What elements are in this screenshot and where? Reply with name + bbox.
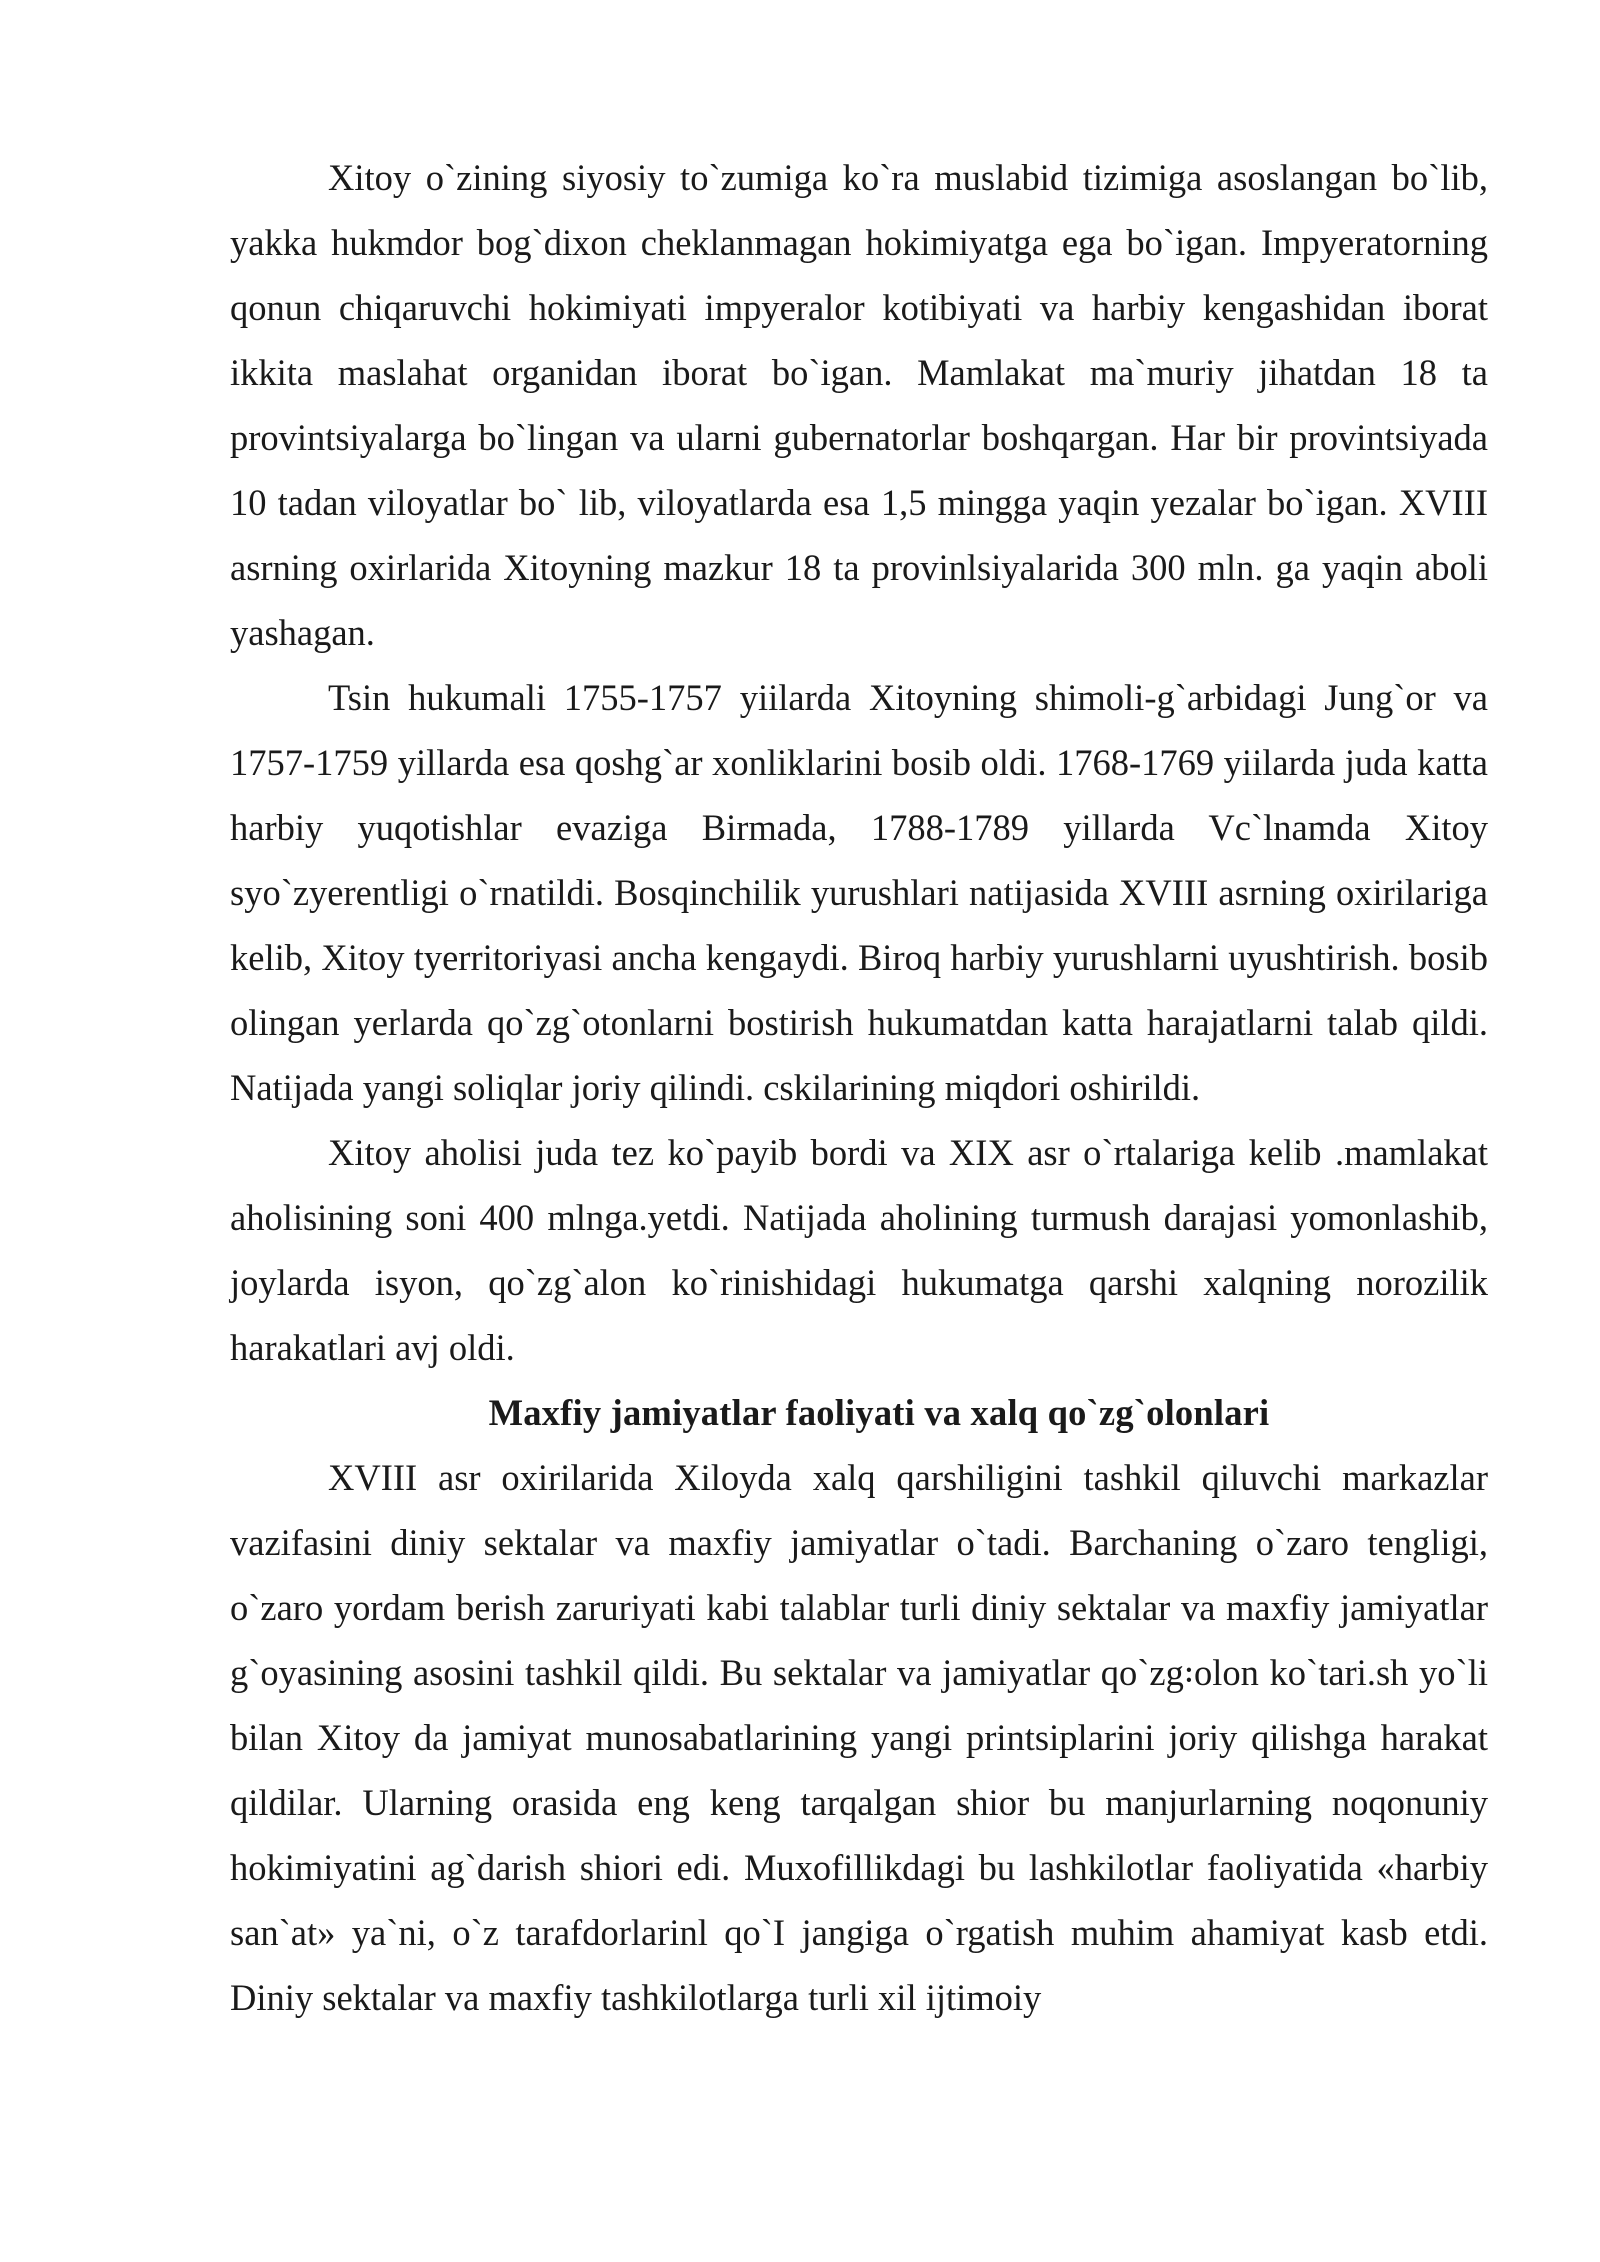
document-body	[230, 145, 1488, 2030]
paragraph-qing-conquests: Tsin hukumali 1755-1757 yiilarda Xitoyning shimoli-g`arbidagi Jung`or va 1757-1759 yillarda esa qoshg`ar xonliklarini bosib oldi. 1768-1769 yiilarda juda katta harbiy yuqotishlar evaziga Birmada, 1788-1789 yillarda Vc`lnamda Xitoy syo`zyerentligi o`rnatildi. Bosqinchilik yurushlari natijasida XVIII asrning oxirilariga kelib, Xitoy tyerritoriyasi ancha kengaydi. Biroq harbiy yurushlarni uyushtirish. bosib olingan yerlarda qo`zg`otonlarni bostirish hukumatdan katta harajatlarni talab qildi. Natijada yangi soliqlar joriy qilindi. cskilarining miqdori oshirildi.	[230, 677, 1488, 1108]
paragraph-population-growth: Xitoy aholisi juda tez ko`payib bordi va XIX asr o`rtalariga kelib .mamlakat aholisining soni 400 mlnga.yetdi. Natijada aholining turmush darajasi yomonlashib, joylarda isyon, qo`zg`alon ko`rinishidagi hukumatga qarshi xalqning norozilik harakatlari avj oldi.	[230, 1132, 1488, 1368]
paragraph-secret-societies: XVIII asr oxirilarida Xiloyda xalq qarshiligini tashkil qiluvchi markazlar vazifasini diniy sektalar va maxfiy jamiyatlar o`tadi. Barchaning o`zaro tengligi, o`zaro yordam berish zaruriyati kabi talablar turli diniy sektalar va maxfiy jamiyatlar g`oyasining asosini tashkil qildi. Bu sektalar va jamiyatlar qo`zg꞉olon ko`tari.sh yo`li bilan Xitoy da jamiyat munosabatlarining yangi printsiplarini joriy qilishga harakat qildilar. Ularning orasida eng keng tarqalgan shior bu manjurlarning noqonuniy hokimiyatini ag`darish shiori edi. Muxofillikdagi bu lashkilotlar faoliyatida «harbiy san`at» ya`ni, o`z tarafdorlarinl qo`I jangiga o`rgatish muhim ahamiyat kasb etdi. Diniy sektalar va maxfiy tashkilotlarga turli xil ijtimoiy	[230, 1457, 1488, 2018]
section-heading: Maxfiy jamiyatlar faoliyati va xalq qo`zg`olonlari	[488, 1392, 1270, 1433]
paragraph-political-system: Xitoy o`zining siyosiy to`zumiga ko`ra muslabid tizimiga asoslangan bo`lib, yakka hukmdor bog`dixon cheklanmagan hokimiyatga ega bo`igan. Impyeratorning qonun chiqaruvchi hokimiyati impyeralor kotibiyati va harbiy kengashidan iborat ikkita maslahat organidan iborat bo`igan. Mamlakat ma`muriy jihatdan 18 ta provintsiyalarga bo`lingan va ularni gubernatorlar boshqargan. Har bir provintsiyada 10 tadan viloyatlar bo` lib, viloyatlarda esa 1,5 mingga yaqin yezalar bo`igan. XVIII asrning oxirlarida Xitoyning mazkur 18 ta provinlsiyalarida 300 mln. ga yaqin aboli yashagan.	[230, 157, 1488, 653]
